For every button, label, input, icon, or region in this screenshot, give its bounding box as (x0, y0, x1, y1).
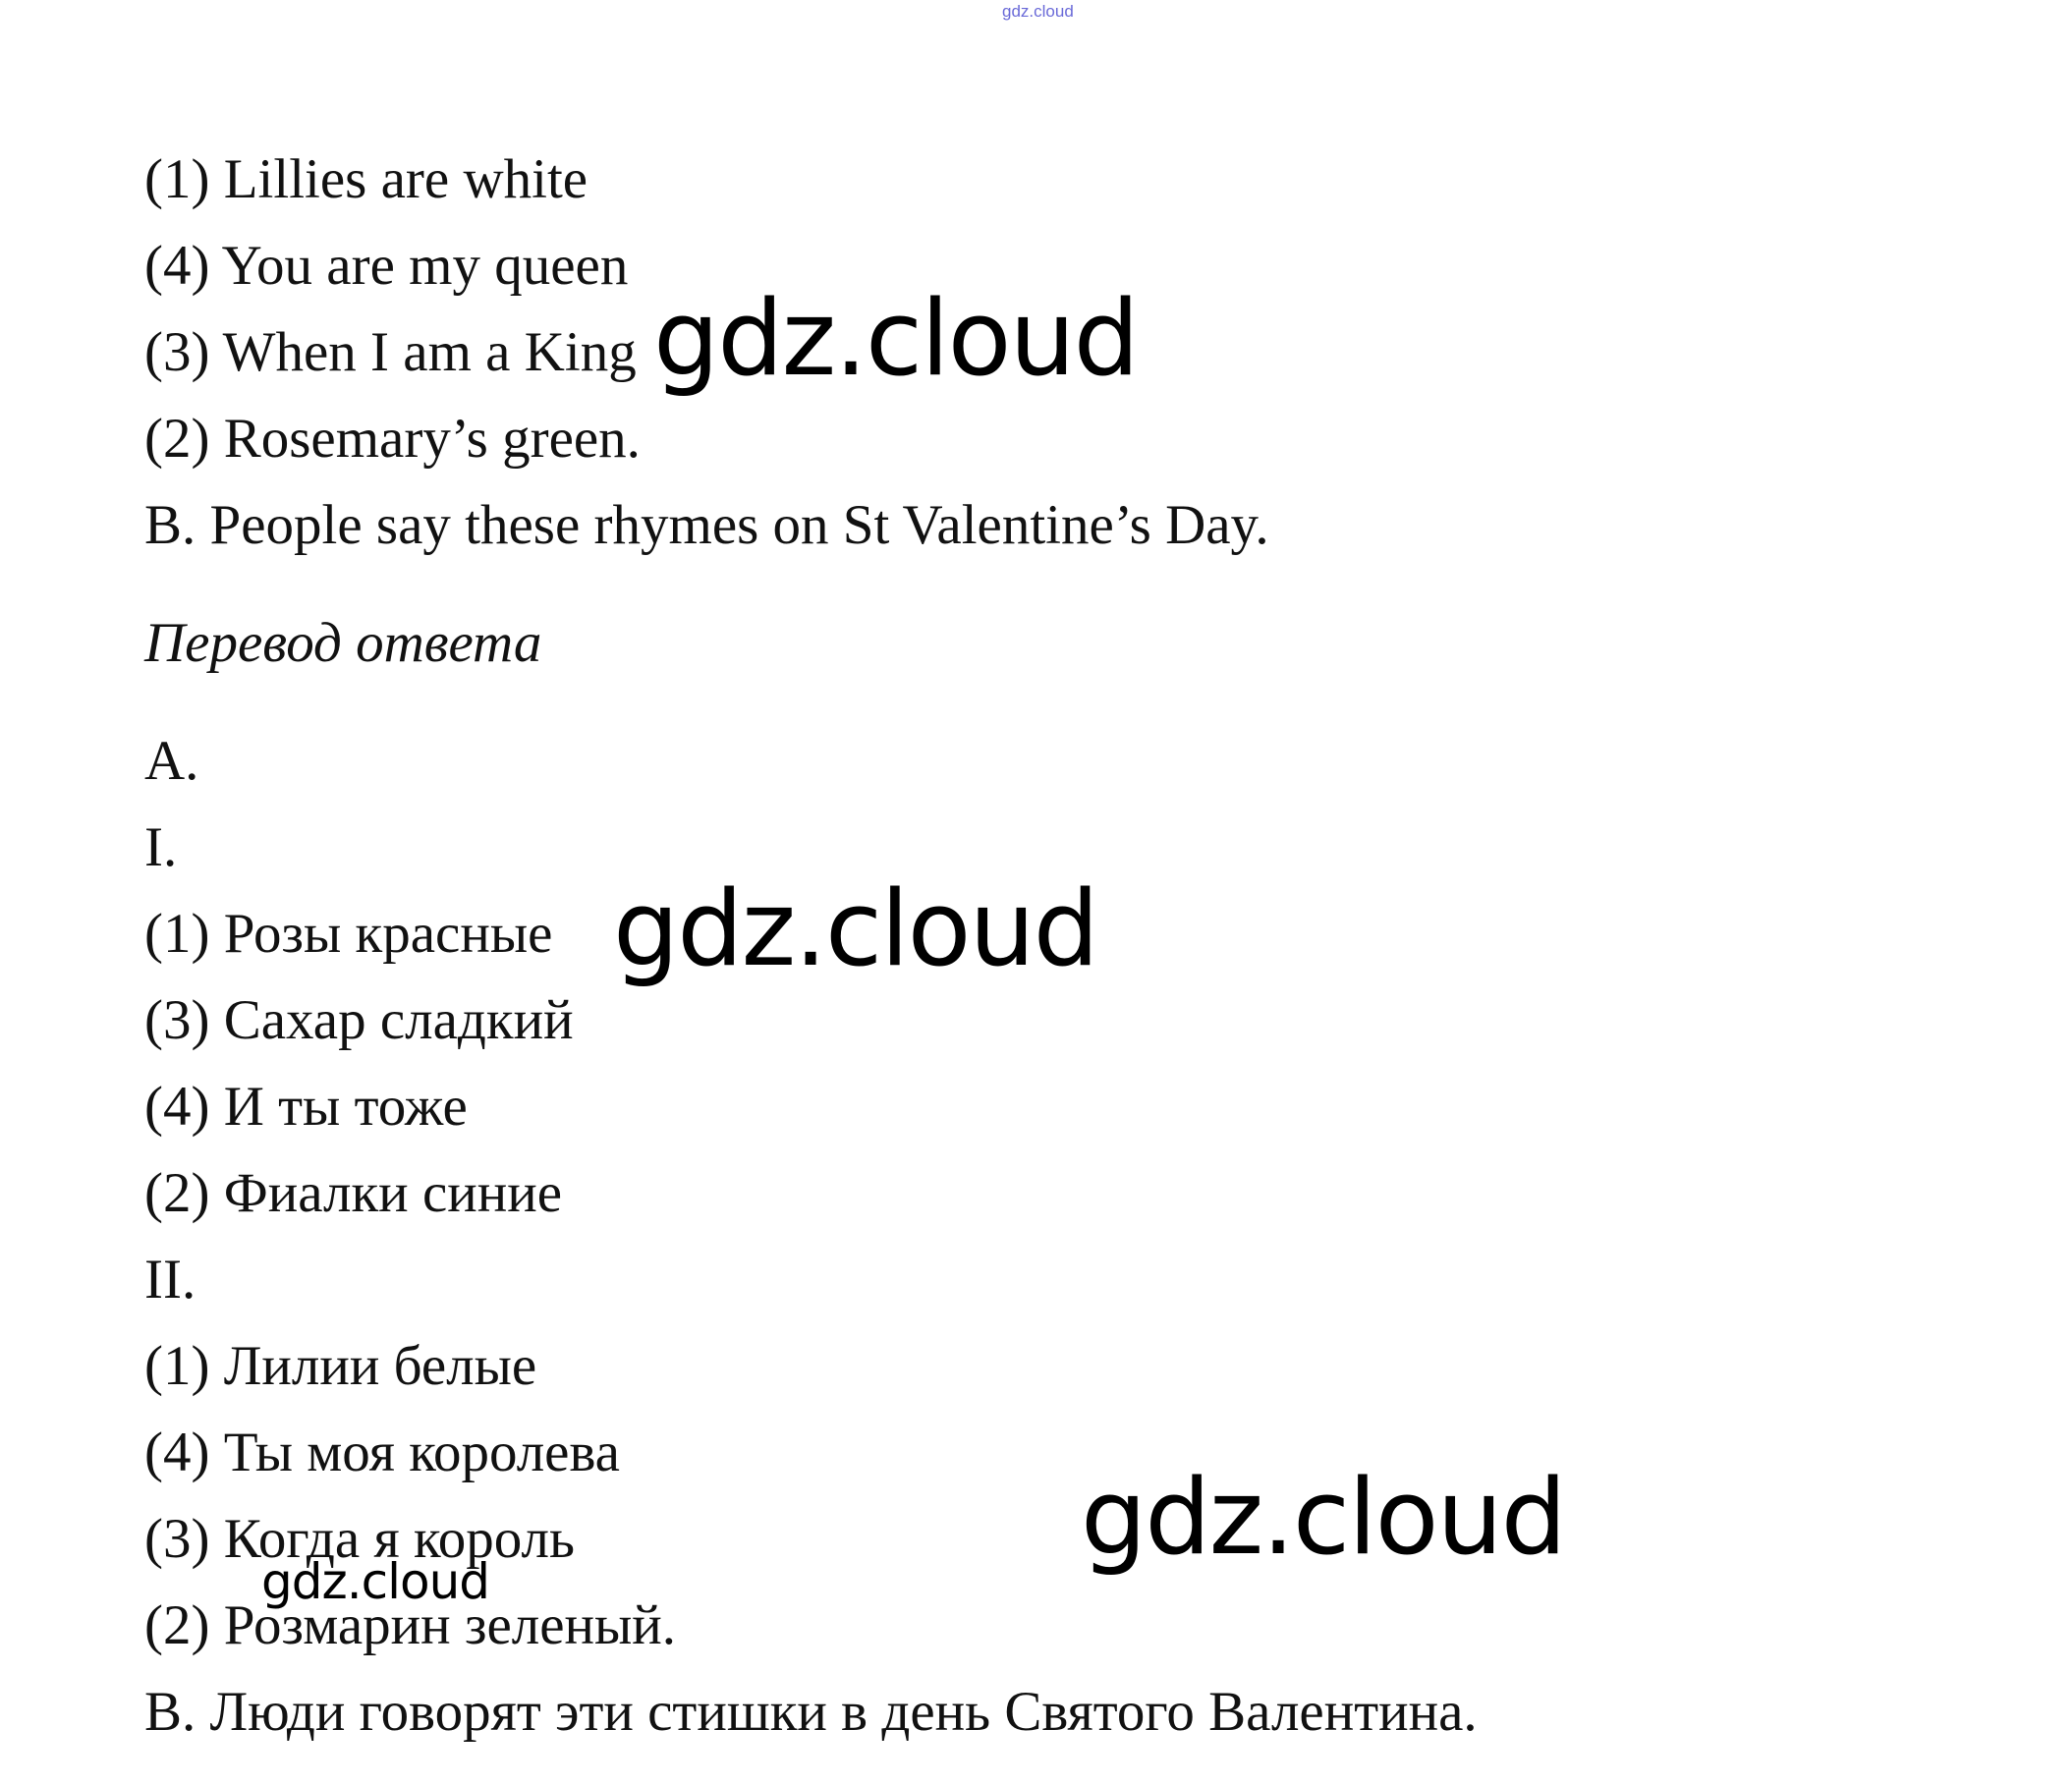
translation-section-1: I. (144, 816, 178, 878)
translation-part-a: A. (144, 730, 199, 792)
translation-part-b: B. Люди говорят эти стишки в день Святого Валентина. (144, 1681, 1478, 1743)
watermark-2: gdz.cloud (613, 868, 1097, 989)
watermark-4: gdz.cloud (261, 1553, 490, 1610)
answer-line-1: (1) Lillies are white (144, 148, 588, 210)
translation-line-6: (4) Ты моя королева (144, 1422, 620, 1483)
answer-line-4: (2) Rosemary’s green. (144, 408, 641, 470)
translation-line-7: (3) Когда я король (144, 1508, 575, 1570)
translation-line-1: (1) Розы красные (144, 903, 553, 965)
answer-part-b: B. People say these rhymes on St Valentine’s Day. (144, 494, 1269, 556)
translation-heading: Перевод ответа (144, 612, 542, 674)
translation-section-2: II. (144, 1249, 196, 1311)
watermark-top: gdz.cloud (1002, 2, 1074, 21)
translation-line-8: (2) Розмарин зеленый. (144, 1594, 677, 1656)
translation-line-4: (2) Фиалки синие (144, 1162, 563, 1224)
answer-line-3: (3) When I am a King (144, 321, 637, 383)
watermark-1: gdz.cloud (653, 278, 1138, 399)
watermark-3: gdz.cloud (1081, 1457, 1565, 1578)
translation-line-5: (1) Лилии белые (144, 1335, 537, 1397)
translation-line-3: (4) И ты тоже (144, 1076, 468, 1138)
translation-line-2: (3) Сахар сладкий (144, 989, 574, 1051)
answer-line-2: (4) You are my queen (144, 235, 629, 297)
